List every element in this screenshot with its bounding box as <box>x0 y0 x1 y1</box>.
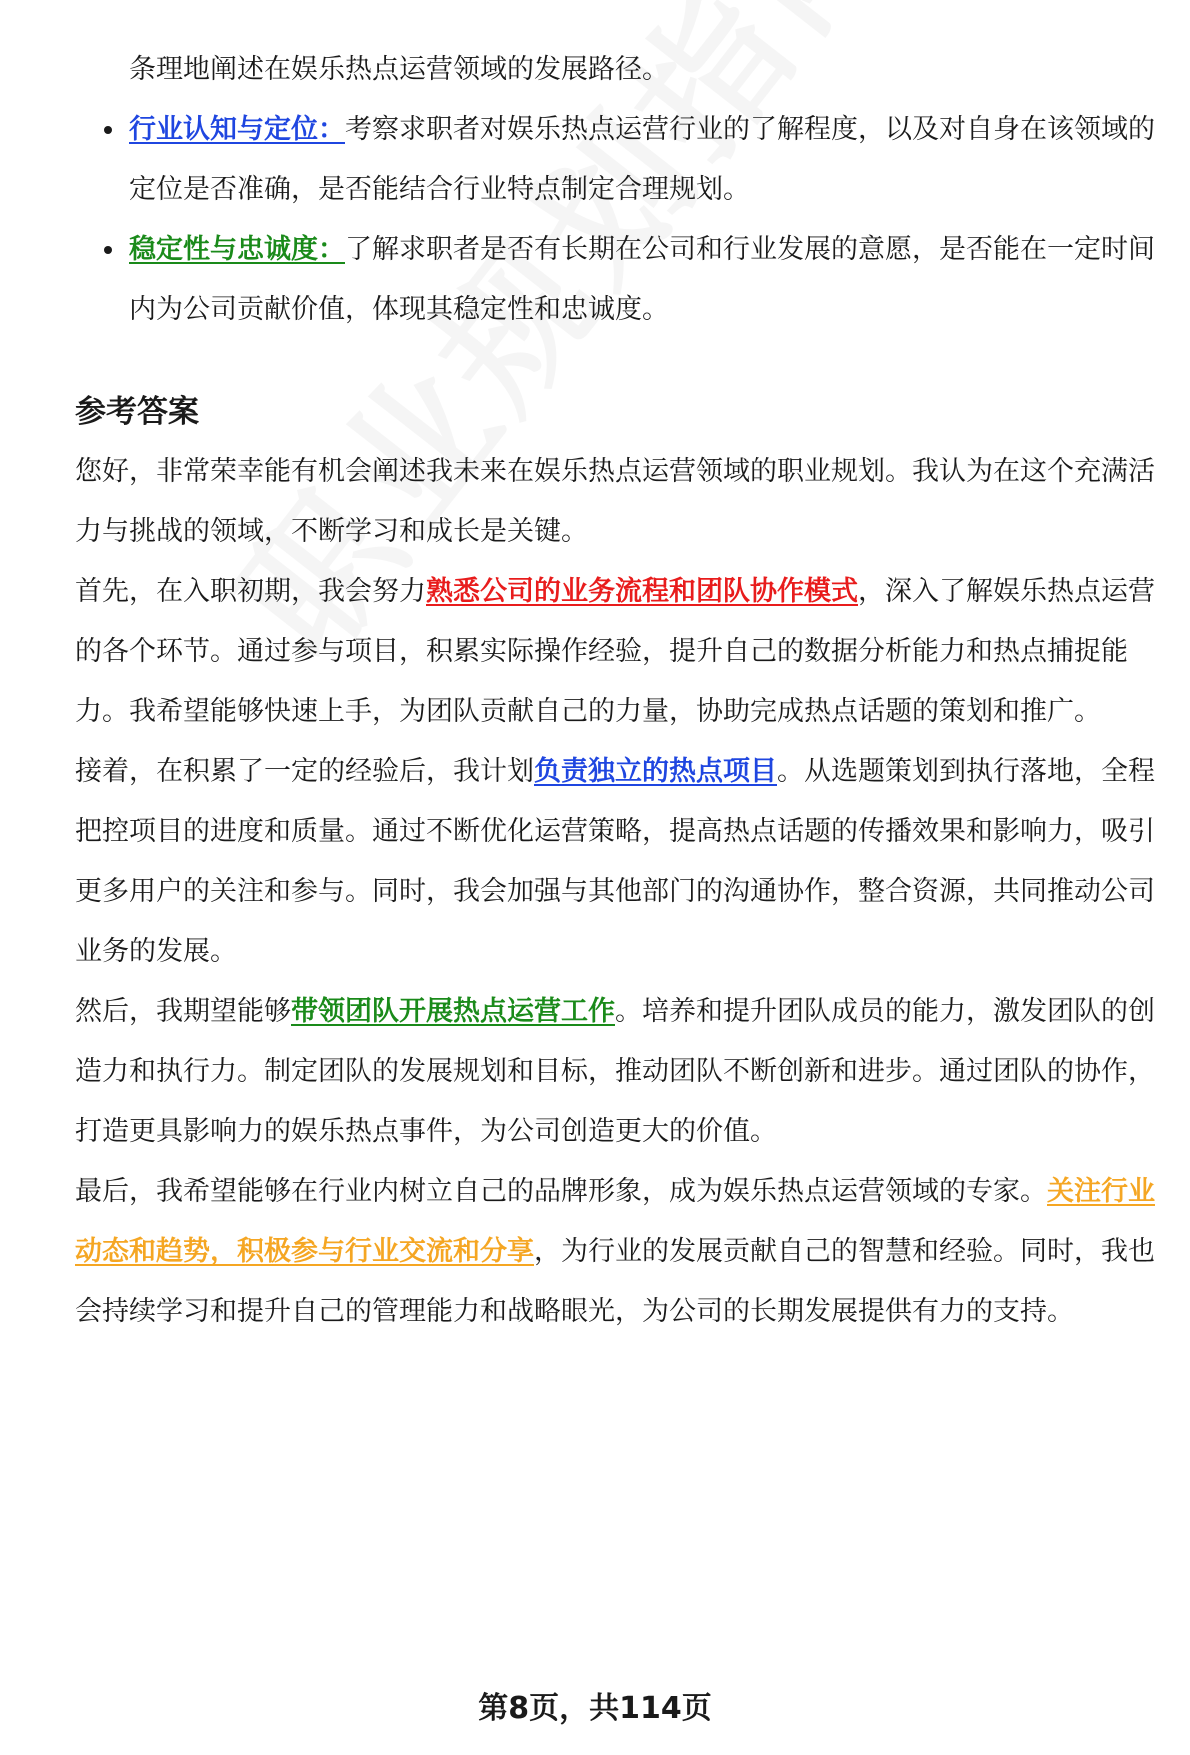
answer-paragraph-4 <box>75 982 1165 1162</box>
highlight-phrase: 带领团队开展热点运营工作 <box>291 996 615 1027</box>
criteria-label: 稳定性与忠诚度： <box>129 234 345 265</box>
paragraph-text: 首先，在入职初期，我会努力 <box>75 576 426 607</box>
intro-tail-text: 条理地阐述在娱乐热点运营领域的发展路径。 <box>129 54 669 85</box>
criteria-label: 行业认知与定位： <box>129 114 345 145</box>
section-title: 参考答案 <box>75 394 199 430</box>
paragraph-text: 最后，我希望能够在行业内树立自己的品牌形象，成为娱乐热点运营领域的专家。 <box>75 1176 1047 1207</box>
paragraph-text: 接着，在积累了一定的经验后，我计划 <box>75 756 534 787</box>
page-content <box>75 40 1165 1342</box>
criteria-text: 考察求职者对娱乐热点运营行业的了解程度，以及对自身在该领域的定位是否准确，是否能结合行业特点制定合理规划。 <box>129 114 1155 205</box>
paragraph-text: 。从选题策划到执行落地，全程把控项目的进度和质量。通过不断优化运营策略，提高热点话题的传播效果和影响力，吸引更多用户的关注和参与。同时，我会加强与其他部门的沟通协作，整合资源，共同推动公司业务的发展。 <box>75 756 1155 967</box>
highlight-phrase: 关注行业动态和趋势，积极参与行业交流和分享 <box>75 1176 1155 1267</box>
criteria-text: 了解求职者是否有长期在公司和行业发展的意愿，是否能在一定时间内为公司贡献价值，体现其稳定性和忠诚度。 <box>129 234 1155 325</box>
paragraph-text: ，为行业的发展贡献自己的智慧和经验。同时，我也会持续学习和提升自己的管理能力和战略眼光，为公司的长期发展提供有力的支持。 <box>75 1236 1155 1327</box>
answer-paragraph-2 <box>75 562 1165 742</box>
paragraph-text: ，深入了解娱乐热点运营的各个环节。通过参与项目，积累实际操作经验，提升自己的数据分析能力和热点捕捉能力。我希望能够快速上手，为团队贡献自己的力量，协助完成热点话题的策划和推广。 <box>75 576 1155 727</box>
criteria-item-stability <box>75 220 1165 340</box>
bullet-dot-icon <box>104 246 112 254</box>
highlight-phrase: 熟悉公司的业务流程和团队协作模式 <box>426 576 858 607</box>
paragraph-text: 。培养和提升团队成员的能力，激发团队的创造力和执行力。制定团队的发展规划和目标，推动团队不断创新和进步。通过团队的协作，打造更具影响力的娱乐热点事件，为公司创造更大的价值。 <box>75 996 1155 1147</box>
answer-paragraph-5 <box>75 1162 1165 1342</box>
criteria-list <box>75 100 1165 340</box>
answer-paragraph-3 <box>75 742 1165 982</box>
highlight-phrase: 负责独立的热点项目 <box>534 756 777 787</box>
paragraph-text: 然后，我期望能够 <box>75 996 291 1027</box>
page-number: 第8页，共114页 <box>478 1691 712 1726</box>
criteria-item-industry <box>75 100 1165 220</box>
answer-paragraph-1: 您好，非常荣幸能有机会阐述我未来在娱乐热点运营领域的职业规划。我认为在这个充满活力与挑战的领域，不断学习和成长是关键。 <box>75 456 1155 547</box>
bullet-dot-icon <box>104 126 112 134</box>
